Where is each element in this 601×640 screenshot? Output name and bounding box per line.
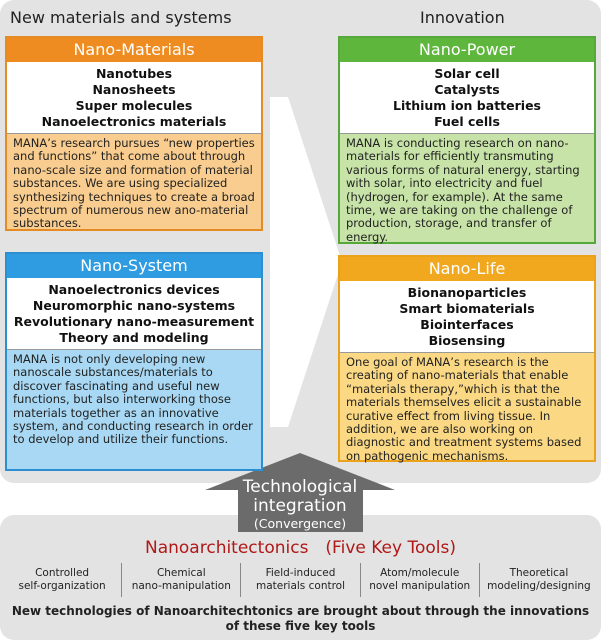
footer-line2: of these five key tools [225, 619, 376, 633]
list-item: Catalysts [434, 82, 500, 97]
list-item: Nanotubes [95, 66, 173, 81]
list-item: Biointerfaces [420, 317, 514, 332]
tool-line2: self-organization [18, 580, 106, 592]
nano-system-title: Nano-System [7, 254, 261, 278]
nano-power-list [340, 62, 594, 133]
heading-new-materials: New materials and systems [10, 8, 232, 27]
integration-line2: integration [253, 496, 347, 516]
nano-materials-card [5, 36, 263, 231]
list-item: Lithium ion batteries [393, 98, 541, 113]
five-key-tools [3, 563, 598, 597]
tool-line1: Controlled [35, 566, 90, 579]
innovation-arrow [270, 97, 342, 427]
list-item: Smart biomaterials [399, 301, 535, 316]
tool-line2: modeling/designing [487, 580, 591, 592]
integration-label [220, 478, 380, 531]
tool-item [361, 563, 480, 597]
nano-materials-title: Nano-Materials [7, 38, 261, 62]
nano-life-list [340, 281, 594, 352]
footer-line1: New technologies of Nanoarchitechtonics are brought about through the innovations [11, 604, 590, 618]
tool-line1: Atom/molecule [380, 566, 460, 579]
nano-power-card [338, 36, 596, 244]
nano-power-title: Nano-Power [340, 38, 594, 62]
tool-line2: materials control [255, 580, 346, 592]
tool-item [122, 563, 241, 597]
tool-line2: nano-manipulation [131, 580, 231, 592]
nano-system-description: MANA is not only developing new nanoscale substances/materials to discover fascinating and useful new functions, but also interworking those materials together as an innovative system, and conducting research in order to develop and utilize their functions. [7, 349, 261, 469]
nano-life-title: Nano-Life [340, 257, 594, 281]
list-item: Nanoelectronics devices [48, 282, 220, 297]
nano-life-card [338, 255, 596, 462]
list-item: Fuel cells [434, 114, 500, 129]
list-item: Theory and modeling [59, 330, 209, 345]
tool-line1: Field-induced [265, 566, 336, 579]
nano-materials-description: MANA’s research pursues “new properties and functions” that come about through nano-scale size and formation of material substances. We are using specialized synthesizing techniques to create a broad spectrum of numerous new ano-material substances. [7, 133, 261, 229]
nano-materials-list [7, 62, 261, 133]
nanoarchitectonics-title: Nanoarchitectonics (Five Key Tools) [145, 538, 456, 558]
integration-line3: (Convergence) [253, 516, 347, 531]
heading-innovation: Innovation [420, 8, 505, 27]
list-item: Biosensing [428, 333, 506, 348]
tool-line2: novel manipulation [369, 580, 471, 592]
list-item: Neuromorphic nano-systems [32, 298, 236, 313]
list-item: Solar cell [434, 66, 500, 81]
tool-item [480, 563, 598, 597]
list-item: Super molecules [75, 98, 193, 113]
list-item: Revolutionary nano-measurement [13, 314, 255, 329]
list-item: Nanoelectronics materials [41, 114, 227, 129]
nanoarchitectonics-footer [0, 604, 601, 634]
nano-system-list [7, 278, 261, 349]
nano-life-description: One goal of MANA’s research is the creating of nano-materials that enable “materials therapy,”which is that the materials themselves elicit a sustainable curative effect from living tissue. In addition, we are also working on diagnostic and treatment systems based on pathogenic mechanisms. [340, 352, 594, 460]
tool-line1: Theoretical [509, 566, 569, 579]
nano-power-description: MANA is conducting research on nano-materials for efficiently transmuting various forms of natural energy, starting with solar, into electricity and fuel (hydrogen, for example). At the same time, we are taking on the challenge of production, storage, and transfer of energy. [340, 133, 594, 242]
tool-item [3, 563, 122, 597]
list-item: Nanosheets [92, 82, 176, 97]
integration-line1: Technological [242, 477, 358, 497]
nano-system-card [5, 252, 263, 471]
tool-line1: Chemical [156, 566, 206, 579]
tool-item [241, 563, 360, 597]
list-item: Bionanoparticles [407, 285, 527, 300]
